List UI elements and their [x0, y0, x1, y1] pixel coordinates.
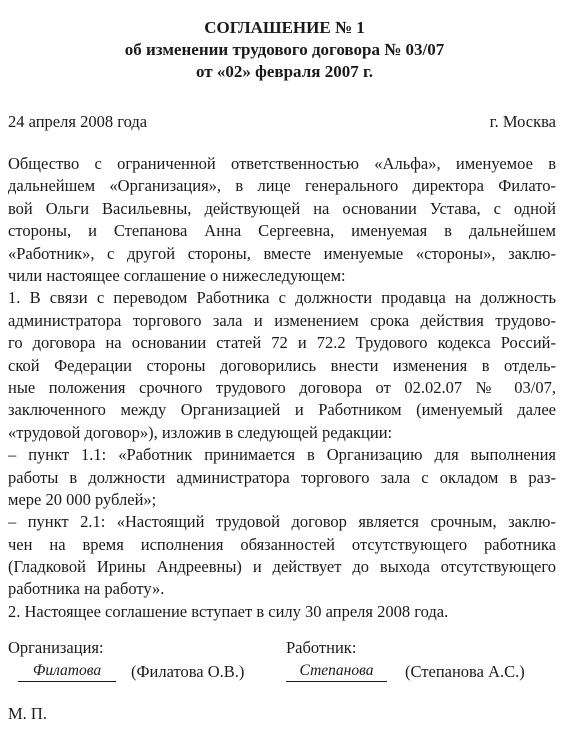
document-city: г. Москва	[489, 112, 556, 131]
body-line: ные положения срочного трудового договора от 02.02.07 № 03/07,	[8, 377, 556, 397]
body-line: го договора на основании статей 72 и 72.2 Трудового кодекса Россий-	[8, 333, 556, 353]
employee-signer-name: (Степанова А.С.)	[405, 662, 525, 681]
agreement-body	[8, 153, 556, 623]
employee-label: Работник:	[286, 638, 357, 657]
body-line: администратора торгового зала и изменением срока действия трудово-	[8, 310, 556, 330]
body-line: ской Федерации стороны договорились внести изменения в отдель-	[8, 355, 556, 375]
body-line: мере 20 000 рублей»;	[8, 489, 157, 509]
body-line: чили настоящее соглашение о нижеследующем:	[8, 265, 346, 285]
organization-label: Организация:	[8, 638, 104, 657]
organization-signer-name: (Филатова О.В.)	[131, 662, 245, 681]
document-title	[0, 17, 569, 83]
body-line: работника на работу».	[8, 579, 165, 599]
body-line: чен на время исполнения обязанностей отсутствующего работника	[8, 534, 556, 554]
body-line: стороны, и Степанова Анна Сергеевна, именуемая в дальнейшем	[8, 221, 556, 241]
body-line: работы в должности администратора торгового зала с окладом в раз-	[8, 467, 556, 487]
stamp-place: М. П.	[8, 704, 47, 723]
body-line: «трудовой договор»), изложив в следующей редакции:	[8, 422, 393, 442]
title-line-2: об изменении трудового договора № 03/07	[124, 40, 445, 59]
employee-signature: Степанова	[286, 661, 387, 682]
body-line: «Работник», с другой стороны, вместе именуемые «стороны», заклю-	[8, 243, 556, 263]
body-line: 2. Настоящее соглашение вступает в силу 30 апреля 2008 года.	[8, 601, 449, 621]
body-line: – пункт 1.1: «Работник принимается в Организацию для выполнения	[8, 445, 556, 465]
body-line: Общество с ограниченной ответственностью «Альфа», именуемое в	[8, 154, 556, 173]
body-line: заключенного между Организацией и Работником (именуемый далее	[8, 400, 556, 420]
title-line-3: от «02» февраля 2007 г.	[195, 62, 373, 81]
organization-signature: Филатова	[18, 661, 116, 682]
body-line: вой Ольги Васильевны, действующей на основании Устава, с одной	[8, 198, 556, 218]
body-line: дальнейшем «Организация», в лице генерального директора Филато-	[8, 176, 556, 196]
body-line: – пункт 2.1: «Настоящий трудовой договор является срочным, заклю-	[8, 512, 556, 532]
body-line: (Гладковой Ирины Андреевны) и действует до выхода отсутствующего	[8, 557, 556, 577]
title-line-1: СОГЛАШЕНИЕ № 1	[204, 18, 365, 37]
body-line: 1. В связи с переводом Работника с должности продавца на должность	[8, 288, 556, 308]
document-date: 24 апреля 2008 года	[8, 112, 148, 131]
signature-row	[8, 661, 556, 687]
